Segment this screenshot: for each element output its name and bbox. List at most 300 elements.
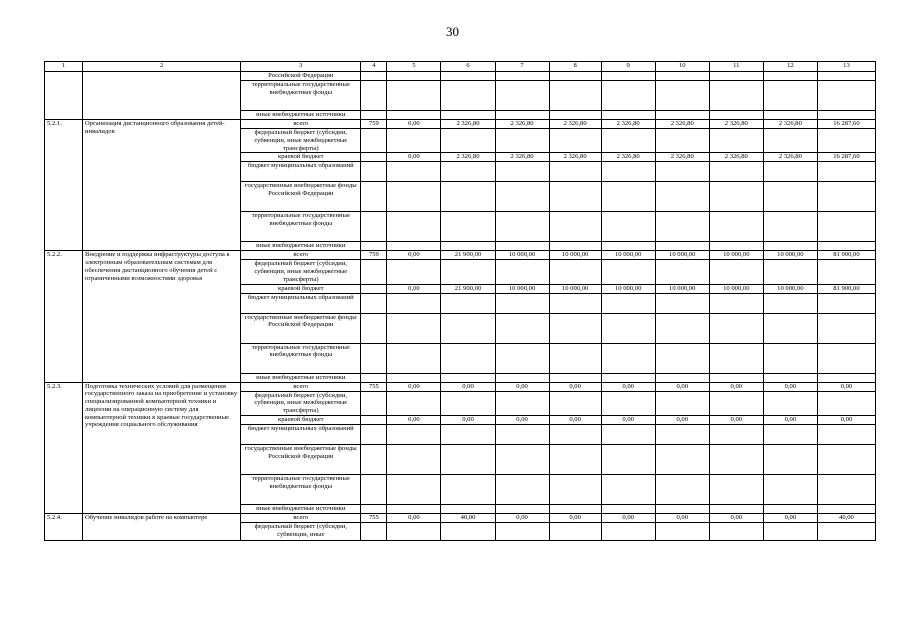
value-cell: 0,00: [387, 284, 441, 293]
value-cell: [387, 81, 441, 111]
value-cell: [601, 343, 655, 373]
value-cell: [709, 242, 763, 251]
value-cell: [601, 444, 655, 474]
value-cell: [549, 72, 601, 81]
value-cell: [549, 424, 601, 444]
column-header: 3: [241, 62, 361, 72]
value-cell: [387, 313, 441, 343]
value-cell: [763, 474, 817, 504]
column-header: 6: [441, 62, 495, 72]
value-cell: [387, 343, 441, 373]
source-cell: федеральный бюджет (субсидии, субвенции, иные: [241, 522, 361, 540]
value-cell: [817, 212, 875, 242]
value-cell: 21 900,00: [441, 251, 495, 260]
value-cell: [441, 444, 495, 474]
source-cell: краевой бюджет: [241, 415, 361, 424]
value-cell: [763, 129, 817, 153]
value-cell: [441, 72, 495, 81]
source-cell: Российской Федерации: [241, 72, 361, 81]
value-cell: 0,00: [495, 382, 549, 391]
value-cell: [709, 373, 763, 382]
value-cell: [441, 182, 495, 212]
value-cell: 0,00: [387, 251, 441, 260]
value-cell: [549, 373, 601, 382]
value-cell: [655, 293, 709, 313]
value-cell: [655, 242, 709, 251]
value-cell: [387, 424, 441, 444]
value-cell: 2 326,80: [601, 120, 655, 129]
value-cell: [601, 474, 655, 504]
value-cell: [549, 260, 601, 284]
value-cell: [495, 474, 549, 504]
grbs-cell: [361, 182, 387, 212]
value-cell: [601, 522, 655, 540]
value-cell: [549, 343, 601, 373]
value-cell: [709, 444, 763, 474]
column-header: 4: [361, 62, 387, 72]
value-cell: [817, 504, 875, 513]
value-cell: [655, 391, 709, 415]
value-cell: [817, 522, 875, 540]
value-cell: [655, 212, 709, 242]
value-cell: [387, 522, 441, 540]
value-cell: 10 000,00: [655, 284, 709, 293]
value-cell: 2 326,80: [763, 120, 817, 129]
value-cell: [441, 260, 495, 284]
value-cell: [441, 373, 495, 382]
value-cell: [441, 162, 495, 182]
value-cell: [709, 81, 763, 111]
value-cell: [763, 260, 817, 284]
value-cell: 10 000,00: [655, 251, 709, 260]
value-cell: 40,00: [441, 513, 495, 522]
value-cell: [495, 182, 549, 212]
value-cell: [763, 391, 817, 415]
value-cell: [655, 129, 709, 153]
value-cell: [763, 424, 817, 444]
grbs-cell: [361, 212, 387, 242]
value-cell: [709, 72, 763, 81]
value-cell: 0,00: [387, 513, 441, 522]
value-cell: [817, 182, 875, 212]
item-code: 5.2.1.: [45, 120, 83, 251]
item-name: Подготовка технических условий для размещения государственного заказа на приобретение и установку специализированной компьютерной техники и лицензии на операционную систему для компьютерной техники в краевые государственные учреждения социального обслуживания: [83, 382, 241, 513]
value-cell: [655, 313, 709, 343]
value-cell: [763, 182, 817, 212]
value-cell: 0,00: [817, 382, 875, 391]
value-cell: [549, 391, 601, 415]
value-cell: [495, 111, 549, 120]
value-cell: [817, 81, 875, 111]
value-cell: [549, 293, 601, 313]
source-cell: территориальные государственные внебюджетные фонды: [241, 343, 361, 373]
table-row: [45, 382, 876, 391]
value-cell: [601, 260, 655, 284]
value-cell: 10 000,00: [495, 284, 549, 293]
value-cell: [709, 260, 763, 284]
value-cell: [709, 313, 763, 343]
value-cell: 2 326,80: [441, 120, 495, 129]
column-header: 12: [763, 62, 817, 72]
value-cell: [387, 260, 441, 284]
value-cell: 16 287,60: [817, 153, 875, 162]
value-cell: [601, 111, 655, 120]
value-cell: [709, 162, 763, 182]
value-cell: [441, 81, 495, 111]
value-cell: [817, 162, 875, 182]
value-cell: [601, 242, 655, 251]
source-cell: краевой бюджет: [241, 284, 361, 293]
value-cell: [549, 182, 601, 212]
value-cell: 0,00: [655, 513, 709, 522]
value-cell: [495, 293, 549, 313]
value-cell: [655, 522, 709, 540]
value-cell: [601, 182, 655, 212]
value-cell: [387, 182, 441, 212]
value-cell: [763, 373, 817, 382]
grbs-cell: [361, 153, 387, 162]
value-cell: 0,00: [709, 382, 763, 391]
value-cell: 0,00: [709, 513, 763, 522]
value-cell: 0,00: [495, 513, 549, 522]
value-cell: [817, 424, 875, 444]
source-cell: государственные внебюджетные фонды Российской Федерации: [241, 313, 361, 343]
value-cell: [441, 111, 495, 120]
source-cell: всего: [241, 513, 361, 522]
value-cell: 2 326,80: [441, 153, 495, 162]
item-code: 5.2.2.: [45, 251, 83, 382]
value-cell: [817, 474, 875, 504]
value-cell: [601, 162, 655, 182]
value-cell: [495, 373, 549, 382]
value-cell: [387, 129, 441, 153]
value-cell: [709, 474, 763, 504]
grbs-cell: [361, 415, 387, 424]
value-cell: [709, 343, 763, 373]
value-cell: [441, 391, 495, 415]
source-cell: бюджет муниципальных образований: [241, 162, 361, 182]
value-cell: [817, 242, 875, 251]
value-cell: [763, 242, 817, 251]
value-cell: [495, 424, 549, 444]
value-cell: 0,00: [763, 382, 817, 391]
value-cell: [763, 313, 817, 343]
value-cell: [441, 129, 495, 153]
column-header: 10: [655, 62, 709, 72]
value-cell: [655, 424, 709, 444]
source-cell: территориальные государственные внебюджетные фонды: [241, 474, 361, 504]
column-header: 5: [387, 62, 441, 72]
source-cell: всего: [241, 251, 361, 260]
value-cell: [601, 72, 655, 81]
source-cell: всего: [241, 120, 361, 129]
value-cell: [763, 343, 817, 373]
value-cell: 0,00: [549, 513, 601, 522]
value-cell: 0,00: [549, 382, 601, 391]
name-cell: [83, 72, 241, 120]
value-cell: [549, 504, 601, 513]
value-cell: 10 000,00: [601, 251, 655, 260]
value-cell: [549, 522, 601, 540]
grbs-cell: 755: [361, 382, 387, 391]
value-cell: [655, 182, 709, 212]
value-cell: [549, 313, 601, 343]
source-cell: федеральный бюджет (субсидии, субвенции, иные межбюджетные трансферты): [241, 129, 361, 153]
grbs-cell: [361, 373, 387, 382]
value-cell: 10 000,00: [549, 251, 601, 260]
value-cell: [495, 391, 549, 415]
value-cell: [387, 504, 441, 513]
value-cell: 81 900,00: [817, 284, 875, 293]
value-cell: [655, 343, 709, 373]
value-cell: 0,00: [387, 153, 441, 162]
source-cell: территориальные государственные внебюджетные фонды: [241, 212, 361, 242]
value-cell: [495, 343, 549, 373]
source-cell: бюджет муниципальных образований: [241, 424, 361, 444]
source-cell: территориальные государственные внебюджетные фонды: [241, 81, 361, 111]
value-cell: [817, 260, 875, 284]
value-cell: [387, 242, 441, 251]
grbs-cell: 755: [361, 513, 387, 522]
value-cell: [387, 373, 441, 382]
value-cell: [601, 424, 655, 444]
page-number: 30: [446, 24, 459, 39]
value-cell: 0,00: [387, 415, 441, 424]
grbs-cell: [361, 111, 387, 120]
value-cell: [709, 522, 763, 540]
value-cell: [495, 242, 549, 251]
value-cell: [387, 111, 441, 120]
value-cell: [709, 182, 763, 212]
value-cell: 2 326,80: [709, 153, 763, 162]
value-cell: [549, 212, 601, 242]
value-cell: [763, 212, 817, 242]
value-cell: [601, 373, 655, 382]
value-cell: [441, 313, 495, 343]
value-cell: 0,00: [601, 415, 655, 424]
value-cell: [655, 444, 709, 474]
value-cell: 0,00: [655, 382, 709, 391]
value-cell: [763, 162, 817, 182]
value-cell: 0,00: [387, 120, 441, 129]
value-cell: 40,00: [817, 513, 875, 522]
value-cell: [709, 424, 763, 444]
value-cell: 10 000,00: [549, 284, 601, 293]
value-cell: [817, 129, 875, 153]
value-cell: [655, 373, 709, 382]
value-cell: [441, 242, 495, 251]
value-cell: [709, 391, 763, 415]
value-cell: [817, 373, 875, 382]
value-cell: 10 000,00: [763, 284, 817, 293]
source-cell: государственные внебюджетные фонды Российской Федерации: [241, 444, 361, 474]
value-cell: [495, 504, 549, 513]
grbs-cell: [361, 444, 387, 474]
value-cell: [495, 313, 549, 343]
value-cell: 10 000,00: [709, 284, 763, 293]
item-code: 5.2.3.: [45, 382, 83, 513]
source-cell: государственные внебюджетные фонды Российской Федерации: [241, 182, 361, 212]
value-cell: [601, 81, 655, 111]
value-cell: 0,00: [709, 415, 763, 424]
value-cell: [549, 444, 601, 474]
value-cell: [495, 72, 549, 81]
grbs-cell: [361, 81, 387, 111]
table-row: [45, 251, 876, 260]
value-cell: [709, 129, 763, 153]
value-cell: 10 000,00: [495, 251, 549, 260]
value-cell: [655, 72, 709, 81]
item-name: Внедрение и поддержка инфраструктуры доступа к электронным образовательным системам для обеспечения дистанционного обучения детей с ограниченными возможностями здоровья: [83, 251, 241, 382]
source-cell: иные внебюджетные источники: [241, 373, 361, 382]
value-cell: [387, 391, 441, 415]
value-cell: 16 287,60: [817, 120, 875, 129]
value-cell: 0,00: [441, 415, 495, 424]
value-cell: 2 326,80: [495, 153, 549, 162]
value-cell: [495, 444, 549, 474]
value-cell: [655, 260, 709, 284]
value-cell: [549, 162, 601, 182]
source-cell: иные внебюджетные источники: [241, 242, 361, 251]
item-name: Обучение инвалидов работе на компьютере: [83, 513, 241, 540]
value-cell: [495, 260, 549, 284]
value-cell: [601, 313, 655, 343]
source-cell: федеральный бюджет (субсидии, субвенции, иные межбюджетные трансферты): [241, 391, 361, 415]
grbs-cell: [361, 293, 387, 313]
value-cell: 10 000,00: [601, 284, 655, 293]
grbs-cell: [361, 424, 387, 444]
value-cell: [387, 162, 441, 182]
value-cell: 0,00: [763, 415, 817, 424]
value-cell: [441, 474, 495, 504]
grbs-cell: [361, 474, 387, 504]
value-cell: [763, 72, 817, 81]
value-cell: [441, 343, 495, 373]
value-cell: [763, 81, 817, 111]
source-cell: федеральный бюджет (субсидии, субвенции, иные межбюджетные трансферты): [241, 260, 361, 284]
value-cell: [601, 129, 655, 153]
value-cell: [655, 81, 709, 111]
table-row: [45, 513, 876, 522]
value-cell: [441, 293, 495, 313]
value-cell: 0,00: [601, 382, 655, 391]
value-cell: [655, 474, 709, 504]
value-cell: [601, 391, 655, 415]
value-cell: [601, 212, 655, 242]
value-cell: [817, 293, 875, 313]
value-cell: 0,00: [655, 415, 709, 424]
grbs-cell: [361, 391, 387, 415]
value-cell: [387, 474, 441, 504]
value-cell: [495, 129, 549, 153]
value-cell: [709, 212, 763, 242]
grbs-cell: [361, 504, 387, 513]
value-cell: [817, 72, 875, 81]
value-cell: 0,00: [549, 415, 601, 424]
grbs-cell: [361, 162, 387, 182]
source-cell: иные внебюджетные источники: [241, 111, 361, 120]
value-cell: [763, 293, 817, 313]
value-cell: 2 326,80: [655, 153, 709, 162]
column-header: 7: [495, 62, 549, 72]
value-cell: [495, 162, 549, 182]
value-cell: [441, 424, 495, 444]
value-cell: [763, 444, 817, 474]
value-cell: [763, 504, 817, 513]
value-cell: [709, 293, 763, 313]
column-header: 13: [817, 62, 875, 72]
value-cell: [709, 504, 763, 513]
value-cell: [495, 81, 549, 111]
grbs-cell: 759: [361, 251, 387, 260]
value-cell: [655, 111, 709, 120]
value-cell: [549, 129, 601, 153]
value-cell: 2 326,80: [763, 153, 817, 162]
value-cell: 0,00: [495, 415, 549, 424]
value-cell: 0,00: [441, 382, 495, 391]
value-cell: 0,00: [763, 513, 817, 522]
value-cell: 2 326,80: [601, 153, 655, 162]
value-cell: [817, 391, 875, 415]
value-cell: [549, 242, 601, 251]
grbs-cell: [361, 242, 387, 251]
value-cell: 81 900,00: [817, 251, 875, 260]
value-cell: 2 326,80: [495, 120, 549, 129]
value-cell: [387, 293, 441, 313]
value-cell: [549, 81, 601, 111]
table-body: [45, 62, 876, 541]
value-cell: [495, 212, 549, 242]
value-cell: [655, 504, 709, 513]
value-cell: [601, 504, 655, 513]
value-cell: [441, 522, 495, 540]
grbs-cell: [361, 72, 387, 81]
grbs-cell: [361, 129, 387, 153]
value-cell: 10 000,00: [763, 251, 817, 260]
value-cell: [817, 343, 875, 373]
value-cell: [387, 444, 441, 474]
table-row: [45, 120, 876, 129]
value-cell: [495, 522, 549, 540]
value-cell: 0,00: [817, 415, 875, 424]
column-header: 9: [601, 62, 655, 72]
value-cell: [817, 313, 875, 343]
code-cell: [45, 72, 83, 120]
value-cell: [441, 504, 495, 513]
value-cell: [387, 212, 441, 242]
grbs-cell: [361, 260, 387, 284]
column-header: 8: [549, 62, 601, 72]
value-cell: 0,00: [387, 382, 441, 391]
budget-table: [44, 61, 876, 541]
header-row: [45, 62, 876, 72]
grbs-cell: [361, 343, 387, 373]
value-cell: [549, 474, 601, 504]
value-cell: 21 900,00: [441, 284, 495, 293]
value-cell: [817, 111, 875, 120]
value-cell: 10 000,00: [709, 251, 763, 260]
value-cell: 2 326,80: [549, 120, 601, 129]
value-cell: 0,00: [601, 513, 655, 522]
value-cell: 2 326,80: [655, 120, 709, 129]
item-code: 5.2.4.: [45, 513, 83, 540]
grbs-cell: 759: [361, 120, 387, 129]
grbs-cell: [361, 313, 387, 343]
value-cell: 2 326,80: [709, 120, 763, 129]
grbs-cell: [361, 522, 387, 540]
value-cell: [549, 111, 601, 120]
value-cell: [441, 212, 495, 242]
